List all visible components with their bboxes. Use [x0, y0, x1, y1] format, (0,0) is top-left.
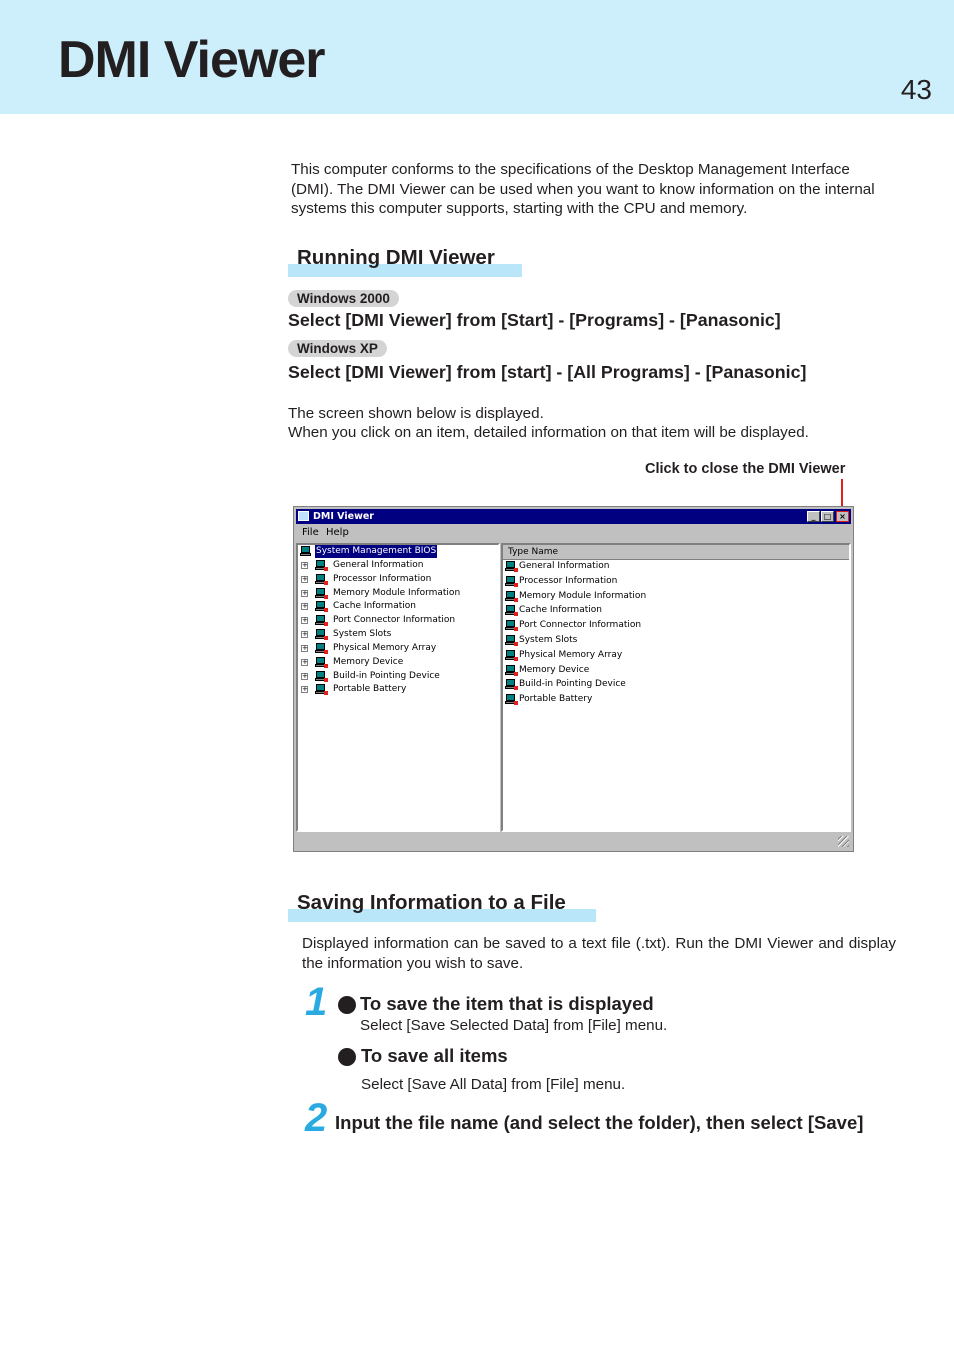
tree-item-label: General Information [333, 559, 424, 570]
computer-icon [505, 679, 516, 689]
list-item[interactable] [503, 678, 849, 693]
expand-icon[interactable]: + [302, 602, 308, 611]
computer-icon [315, 601, 326, 611]
tree-item[interactable] [298, 614, 498, 628]
expand-icon[interactable]: + [302, 671, 308, 680]
list-item-label: Portable Battery [519, 694, 593, 705]
tree-root-label: System Management BIOS [316, 546, 437, 556]
list-item[interactable] [503, 693, 849, 708]
computer-icon [505, 635, 516, 645]
list-items [503, 560, 849, 708]
computer-icon [505, 650, 516, 660]
tree-item[interactable] [298, 573, 498, 587]
tree-item[interactable] [298, 587, 498, 601]
list-item[interactable] [503, 634, 849, 649]
section-heading-saving-text: Saving Information to a File [297, 891, 566, 914]
menu-file[interactable]: File [302, 527, 319, 538]
step1b-title: To save all items [361, 1045, 508, 1066]
tree-item-label: Memory Device [333, 656, 404, 667]
tree-item[interactable] [298, 628, 498, 642]
expand-icon[interactable]: + [302, 560, 308, 569]
tree-item-label: Memory Module Information [333, 587, 461, 598]
computer-icon [315, 574, 326, 584]
computer-icon [315, 560, 326, 570]
computer-icon [505, 694, 516, 704]
expand-icon[interactable]: + [302, 616, 308, 625]
bullet-icon [338, 996, 356, 1014]
resize-grip-icon[interactable] [838, 836, 849, 847]
expand-icon[interactable]: + [302, 630, 308, 639]
expand-icon[interactable]: + [302, 588, 308, 597]
list-item-label: General Information [519, 561, 610, 571]
app-icon [298, 511, 309, 521]
tree-item[interactable] [298, 683, 498, 697]
minimize-button[interactable]: _ [807, 511, 820, 522]
list-item[interactable] [503, 664, 849, 679]
close-callout-label: Click to close the DMI Viewer [645, 461, 846, 477]
section-heading-running-text: Running DMI Viewer [297, 246, 495, 269]
window-title: DMI Viewer [313, 511, 374, 522]
tree-item[interactable] [298, 559, 498, 573]
computer-icon [315, 643, 326, 653]
step2-text: Input the file name (and select the folder), then select [Save] [335, 1112, 864, 1133]
page-title: DMI Viewer [58, 31, 325, 89]
tree-item-label: Port Connector Information [333, 615, 456, 626]
step1a-title: To save the item that is displayed [360, 993, 654, 1014]
list-item[interactable] [503, 619, 849, 634]
tree-item[interactable] [298, 670, 498, 684]
tree-item-label: Cache Information [333, 601, 416, 612]
tree-pane[interactable] [296, 543, 500, 832]
list-item-label: Memory Module Information [519, 590, 647, 601]
screen-description-2: When you click on an item, detailed information on that item will be displayed. [288, 424, 809, 441]
tree-item[interactable] [298, 642, 498, 656]
expand-icon[interactable]: + [302, 643, 308, 652]
computer-icon [505, 620, 516, 630]
list-item-label: Physical Memory Array [519, 649, 623, 660]
computer-icon [315, 684, 326, 694]
list-item[interactable] [503, 560, 849, 575]
tree-item[interactable] [298, 656, 498, 670]
tree-item-label: Build-in Pointing Device [333, 670, 440, 681]
computer-icon [315, 588, 326, 598]
intro-paragraph: This computer conforms to the specifications of the Desktop Management Interface (DMI). The DMI Viewer can be used when you want to know information on the internal systems this computer supports, starting with the CPU and memory. [291, 161, 875, 217]
saving-intro: Displayed information can be saved to a text file (.txt). Run the DMI Viewer and display the information you wish to save. [302, 935, 896, 972]
list-item-label: Memory Device [519, 664, 590, 675]
tree-item-label: Processor Information [333, 573, 432, 584]
tree-item[interactable] [298, 600, 498, 614]
list-item-label: System Slots [519, 634, 578, 645]
computer-icon [505, 605, 516, 615]
tree-root-item[interactable] [298, 545, 498, 559]
os-badge-windows-2000: Windows 2000 [288, 290, 399, 307]
expand-icon[interactable]: + [302, 574, 308, 583]
step-number-2: 2 [305, 1096, 328, 1140]
step1b-text: Select [Save All Data] from [File] menu. [361, 1076, 626, 1093]
instruction-windows-2000: Select [DMI Viewer] from [Start] - [Programs] - [Panasonic] [288, 310, 781, 330]
menu-bar [296, 525, 851, 541]
computer-icon [505, 591, 516, 601]
computer-icon [315, 615, 326, 625]
list-item[interactable] [503, 575, 849, 590]
instruction-windows-xp: Select [DMI Viewer] from [start] - [All Programs] - [Panasonic] [288, 362, 807, 382]
list-item[interactable] [503, 590, 849, 605]
list-item-label: Processor Information [519, 575, 618, 586]
os-badge-windows-xp: Windows XP [288, 340, 387, 357]
tree-item-label: System Slots [333, 629, 392, 640]
menu-help[interactable]: Help [326, 527, 349, 538]
tree-item-label: Portable Battery [333, 684, 407, 695]
tree-item-label: Physical Memory Array [333, 642, 437, 653]
dmi-viewer-window [293, 506, 854, 852]
step-number-1: 1 [305, 980, 328, 1024]
bullet-icon [338, 1048, 356, 1066]
tree-items [298, 559, 498, 697]
list-item-label: Build-in Pointing Device [519, 679, 626, 690]
list-item-label: Cache Information [519, 605, 602, 616]
computer-icon [300, 546, 311, 556]
list-item[interactable] [503, 649, 849, 664]
computer-icon [505, 665, 516, 675]
step1a-text: Select [Save Selected Data] from [File] menu. [360, 1017, 668, 1034]
close-button[interactable]: × [836, 511, 849, 522]
expand-icon[interactable]: + [302, 657, 308, 666]
expand-icon[interactable]: + [302, 685, 308, 694]
list-pane[interactable] [501, 543, 851, 832]
title-bar[interactable] [296, 509, 851, 524]
list-item[interactable] [503, 604, 849, 619]
computer-icon [315, 629, 326, 639]
computer-icon [315, 671, 326, 681]
column-header-type-name[interactable]: Type Name [503, 545, 849, 560]
status-bar [296, 834, 851, 849]
list-item-label: Port Connector Information [519, 620, 642, 631]
section-heading-saving [288, 891, 596, 922]
computer-icon [505, 561, 516, 571]
computer-icon [315, 657, 326, 667]
page-number: 43 [900, 74, 932, 105]
computer-icon [505, 576, 516, 586]
section-heading-running [288, 246, 522, 277]
maximize-button[interactable]: □ [821, 511, 834, 522]
screen-description-1: The screen shown below is displayed. [288, 405, 544, 422]
